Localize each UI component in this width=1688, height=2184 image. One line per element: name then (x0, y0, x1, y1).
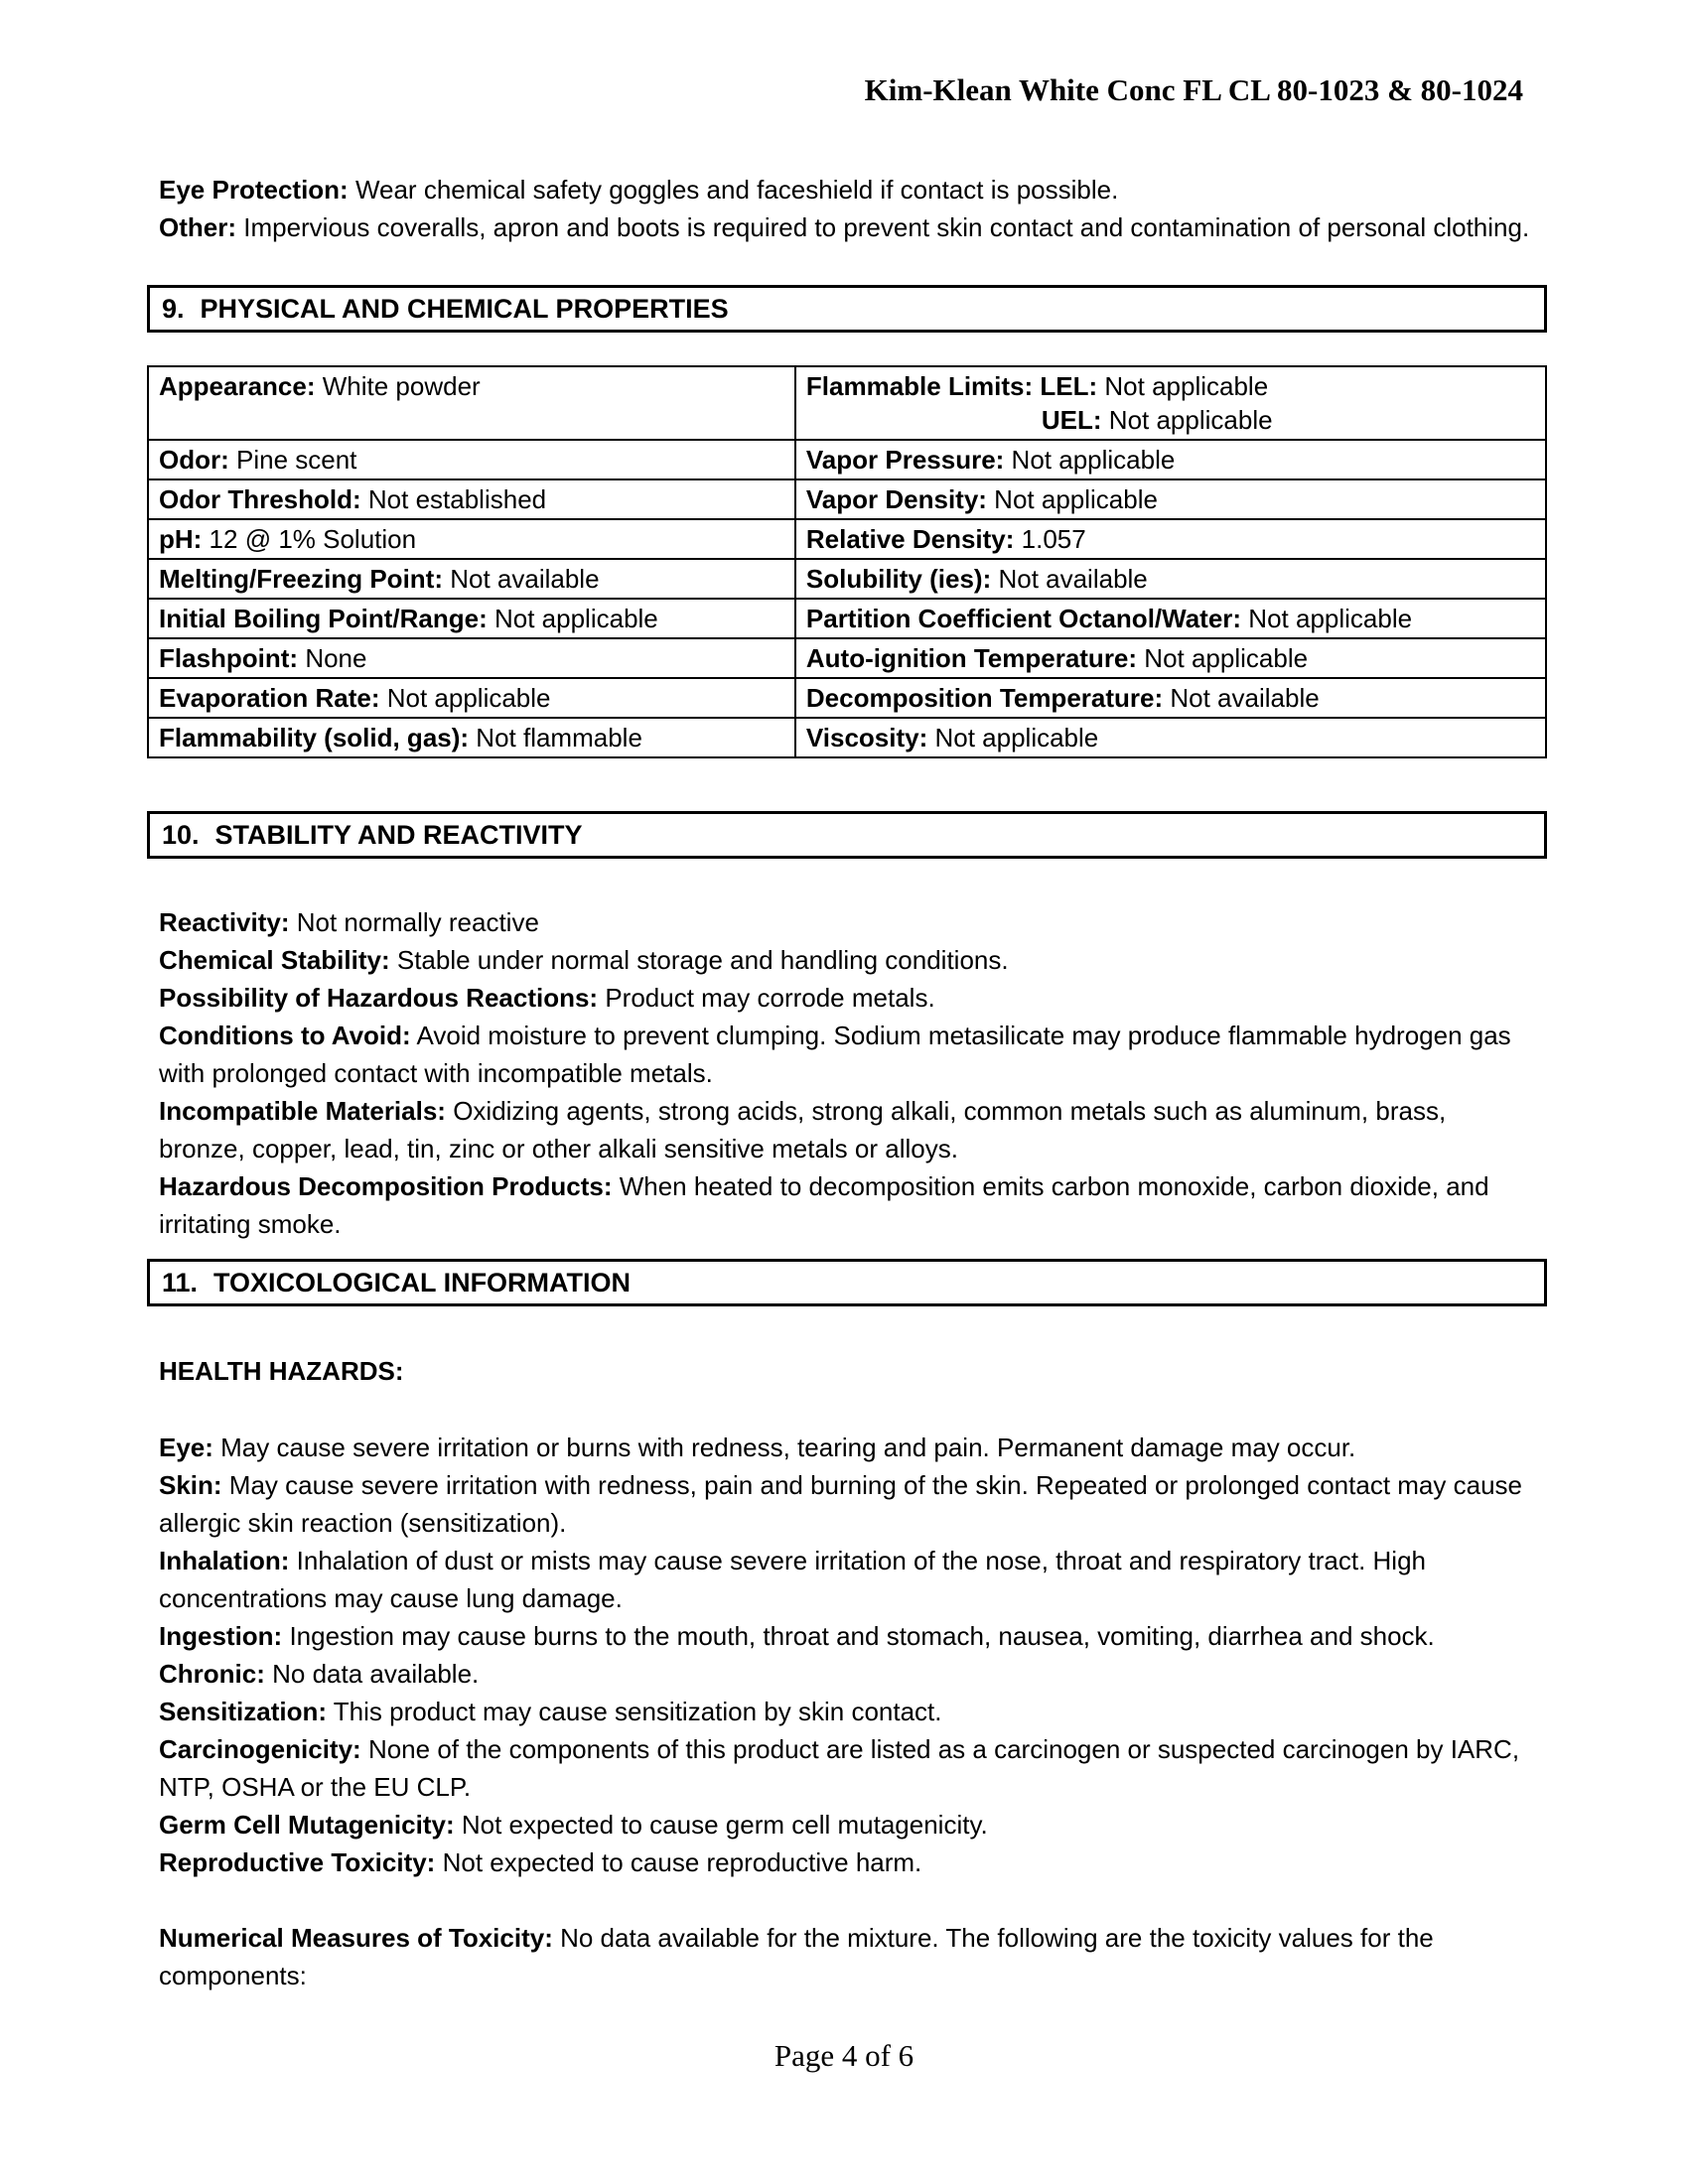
ingestion-hazard-text: Ingestion may cause burns to the mouth, throat and stomach, nausea, vomiting, diarrhea and shock. (282, 1621, 1435, 1651)
conditions-to-avoid-label: Conditions to Avoid: (159, 1021, 411, 1050)
health-hazards-heading: HEALTH HAZARDS: (159, 1356, 404, 1386)
property-value: Not applicable (1241, 604, 1413, 633)
other-protection-text: Impervious coveralls, apron and boots is required to prevent skin contact and contamination of personal clothing. (236, 212, 1530, 242)
flammable-limits-uel-line (806, 403, 1537, 437)
hazardous-decomposition-line (159, 1167, 1535, 1243)
hazardous-reactions-line (159, 979, 1535, 1017)
page-number: Page 4 of 6 (774, 2038, 914, 2073)
property-label: Vapor Density: (805, 484, 987, 514)
chemical-stability-label: Chemical Stability: (159, 945, 390, 975)
eye-hazard-label: Eye: (159, 1433, 213, 1462)
reactivity-line (159, 903, 1535, 941)
property-value: Not available (443, 564, 600, 594)
hazardous-decomposition-label: Hazardous Decomposition Products: (159, 1171, 613, 1201)
table-row (148, 678, 1546, 718)
property-value: None (298, 643, 367, 673)
property-cell (148, 440, 795, 479)
numerical-toxicity-line (159, 1919, 1535, 1994)
property-label: Melting/Freezing Point: (159, 564, 443, 594)
property-cell (148, 678, 795, 718)
property-cell (795, 718, 1546, 757)
numerical-toxicity-block (147, 1919, 1547, 1994)
health-hazards-block (147, 1429, 1547, 1881)
property-cell (795, 440, 1546, 479)
other-protection-label: Other: (159, 212, 236, 242)
property-cell (148, 718, 795, 757)
numerical-toxicity-text: No data available for the mixture. The following are the toxicity values for the components: (159, 1923, 1434, 1990)
property-label: Flashpoint: (159, 643, 299, 673)
property-value: 1.057 (1014, 524, 1086, 554)
incompatible-materials-line (159, 1092, 1535, 1167)
chemical-stability-line (159, 941, 1535, 979)
property-cell (148, 366, 795, 440)
eye-hazard-line (159, 1429, 1535, 1466)
section-11-header (147, 1259, 1547, 1306)
property-cell (148, 638, 795, 678)
property-label: Flammable Limits: LEL: (805, 371, 1098, 401)
section-10-number: 10. (162, 819, 200, 850)
hazardous-reactions-label: Possibility of Hazardous Reactions: (159, 983, 599, 1013)
numerical-toxicity-label: Numerical Measures of Toxicity: (159, 1923, 553, 1953)
property-cell (148, 519, 795, 559)
sensitization-hazard-line (159, 1693, 1535, 1730)
property-label: Initial Boiling Point/Range: (159, 604, 488, 633)
conditions-to-avoid-text: Avoid moisture to prevent clumping. Sodium metasilicate may produce flammable hydrogen gas with prolonged contact with incompatible metals. (159, 1021, 1511, 1088)
germ-cell-mutagenicity-label: Germ Cell Mutagenicity: (159, 1810, 455, 1840)
chemical-stability-text: Stable under normal storage and handling conditions. (389, 945, 1009, 975)
property-value: Not available (991, 564, 1148, 594)
property-value: White powder (315, 371, 481, 401)
conditions-to-avoid-line (159, 1017, 1535, 1092)
property-cell (148, 559, 795, 599)
property-value: Not applicable (1137, 643, 1309, 673)
property-label: Evaporation Rate: (159, 683, 380, 713)
section-10-title: STABILITY AND REACTIVITY (214, 819, 583, 850)
sensitization-hazard-label: Sensitization: (159, 1697, 328, 1726)
property-cell (148, 599, 795, 638)
property-label: Odor Threshold: (159, 484, 361, 514)
skin-hazard-text: May cause severe irritation with redness, pain and burning of the skin. Repeated or prolonged contact may cause allergic skin reaction (sensitization). (159, 1470, 1522, 1538)
reactivity-label: Reactivity: (159, 907, 290, 937)
reactivity-text: Not normally reactive (289, 907, 539, 937)
table-row (148, 638, 1546, 678)
reproductive-toxicity-label: Reproductive Toxicity: (159, 1847, 436, 1877)
property-value: Not applicable (379, 683, 551, 713)
incompatible-materials-label: Incompatible Materials: (159, 1096, 446, 1126)
germ-cell-mutagenicity-line (159, 1806, 1535, 1843)
reproductive-toxicity-text: Not expected to cause reproductive harm. (435, 1847, 922, 1877)
chronic-hazard-line (159, 1655, 1535, 1693)
eye-protection-text: Wear chemical safety goggles and faceshield if contact is possible. (348, 175, 1119, 205)
property-value: Not applicable (927, 723, 1099, 752)
inhalation-hazard-label: Inhalation: (159, 1546, 290, 1575)
table-row (148, 599, 1546, 638)
property-label: Partition Coefficient Octanol/Water: (805, 604, 1242, 633)
property-label: Flammability (solid, gas): (159, 723, 470, 752)
skin-hazard-label: Skin: (159, 1470, 222, 1500)
germ-cell-mutagenicity-text: Not expected to cause germ cell mutagenicity. (454, 1810, 988, 1840)
property-label: Decomposition Temperature: (805, 683, 1164, 713)
section-9-number: 9. (162, 293, 185, 324)
eye-protection-line (159, 171, 1535, 208)
property-value: 12 @ 1% Solution (202, 524, 417, 554)
other-protection-line (159, 208, 1535, 246)
table-row (148, 718, 1546, 757)
property-label: Auto-ignition Temperature: (805, 643, 1138, 673)
property-value: Not applicable (487, 604, 658, 633)
property-cell (795, 599, 1546, 638)
property-cell (795, 519, 1546, 559)
incompatible-materials-text: Oxidizing agents, strong acids, strong alkali, common metals such as aluminum, brass, bronze, copper, lead, tin, zinc or other alkali sensitive metals or alloys. (159, 1096, 1447, 1163)
property-cell (795, 678, 1546, 718)
hazardous-decomposition-text: When heated to decomposition emits carbon monoxide, carbon dioxide, and irritating smoke. (159, 1171, 1489, 1239)
section-9-header (147, 285, 1547, 333)
property-label: Relative Density: (805, 524, 1015, 554)
property-label: pH: (159, 524, 203, 554)
property-label: Appearance: (159, 371, 316, 401)
property-value: Not available (1163, 683, 1320, 713)
section-11-number: 11. (162, 1267, 199, 1297)
property-cell (795, 559, 1546, 599)
property-cell (795, 479, 1546, 519)
eye-protection-label: Eye Protection: (159, 175, 349, 205)
property-value: Not applicable (986, 484, 1158, 514)
flammable-limits-lel-line (806, 369, 1537, 403)
carcinogenicity-hazard-text: None of the components of this product are listed as a carcinogen or suspected carcinogen by IARC, NTP, OSHA or the EU CLP. (159, 1734, 1520, 1802)
table-row (148, 479, 1546, 519)
table-row (148, 440, 1546, 479)
inhalation-hazard-text: Inhalation of dust or mists may cause severe irritation of the nose, throat and respiratory tract. High concentrations may cause lung damage. (159, 1546, 1426, 1613)
ingestion-hazard-label: Ingestion: (159, 1621, 283, 1651)
ingestion-hazard-line (159, 1617, 1535, 1655)
property-label: UEL: (1041, 405, 1102, 435)
skin-hazard-line (159, 1466, 1535, 1542)
carcinogenicity-hazard-label: Carcinogenicity: (159, 1734, 361, 1764)
section-11-title: TOXICOLOGICAL INFORMATION (213, 1267, 632, 1297)
property-cell (148, 479, 795, 519)
section-9-title: PHYSICAL AND CHEMICAL PROPERTIES (200, 293, 729, 324)
document-title: Kim-Klean White Conc FL CL 80-1023 & 80-1024 (864, 72, 1523, 107)
property-label: Vapor Pressure: (805, 445, 1005, 475)
chronic-hazard-text: No data available. (264, 1659, 480, 1689)
carcinogenicity-hazard-line (159, 1730, 1535, 1806)
eye-hazard-text: May cause severe irritation or burns with redness, tearing and pain. Permanent damage may occur. (212, 1433, 1356, 1462)
property-label: Odor: (159, 445, 229, 475)
table-row (148, 366, 1546, 440)
property-value: Not flammable (469, 723, 642, 752)
property-cell (795, 366, 1546, 440)
reproductive-toxicity-line (159, 1843, 1535, 1881)
property-label: Solubility (ies): (805, 564, 992, 594)
property-value: Pine scent (228, 445, 357, 475)
property-label: Viscosity: (805, 723, 928, 752)
property-value: Not applicable (1097, 371, 1269, 401)
property-value: Not applicable (1004, 445, 1176, 475)
physical-properties-table (147, 365, 1547, 758)
stability-reactivity-block (147, 903, 1547, 1243)
property-value: Not established (360, 484, 547, 514)
table-row (148, 519, 1546, 559)
protection-intro-block (147, 171, 1547, 246)
table-row (148, 559, 1546, 599)
inhalation-hazard-line (159, 1542, 1535, 1617)
property-cell (795, 638, 1546, 678)
hazardous-reactions-text: Product may corrode metals. (598, 983, 935, 1013)
sensitization-hazard-text: This product may cause sensitization by skin contact. (327, 1697, 942, 1726)
section-10-header (147, 811, 1547, 859)
property-value: Not applicable (1101, 405, 1273, 435)
chronic-hazard-label: Chronic: (159, 1659, 265, 1689)
